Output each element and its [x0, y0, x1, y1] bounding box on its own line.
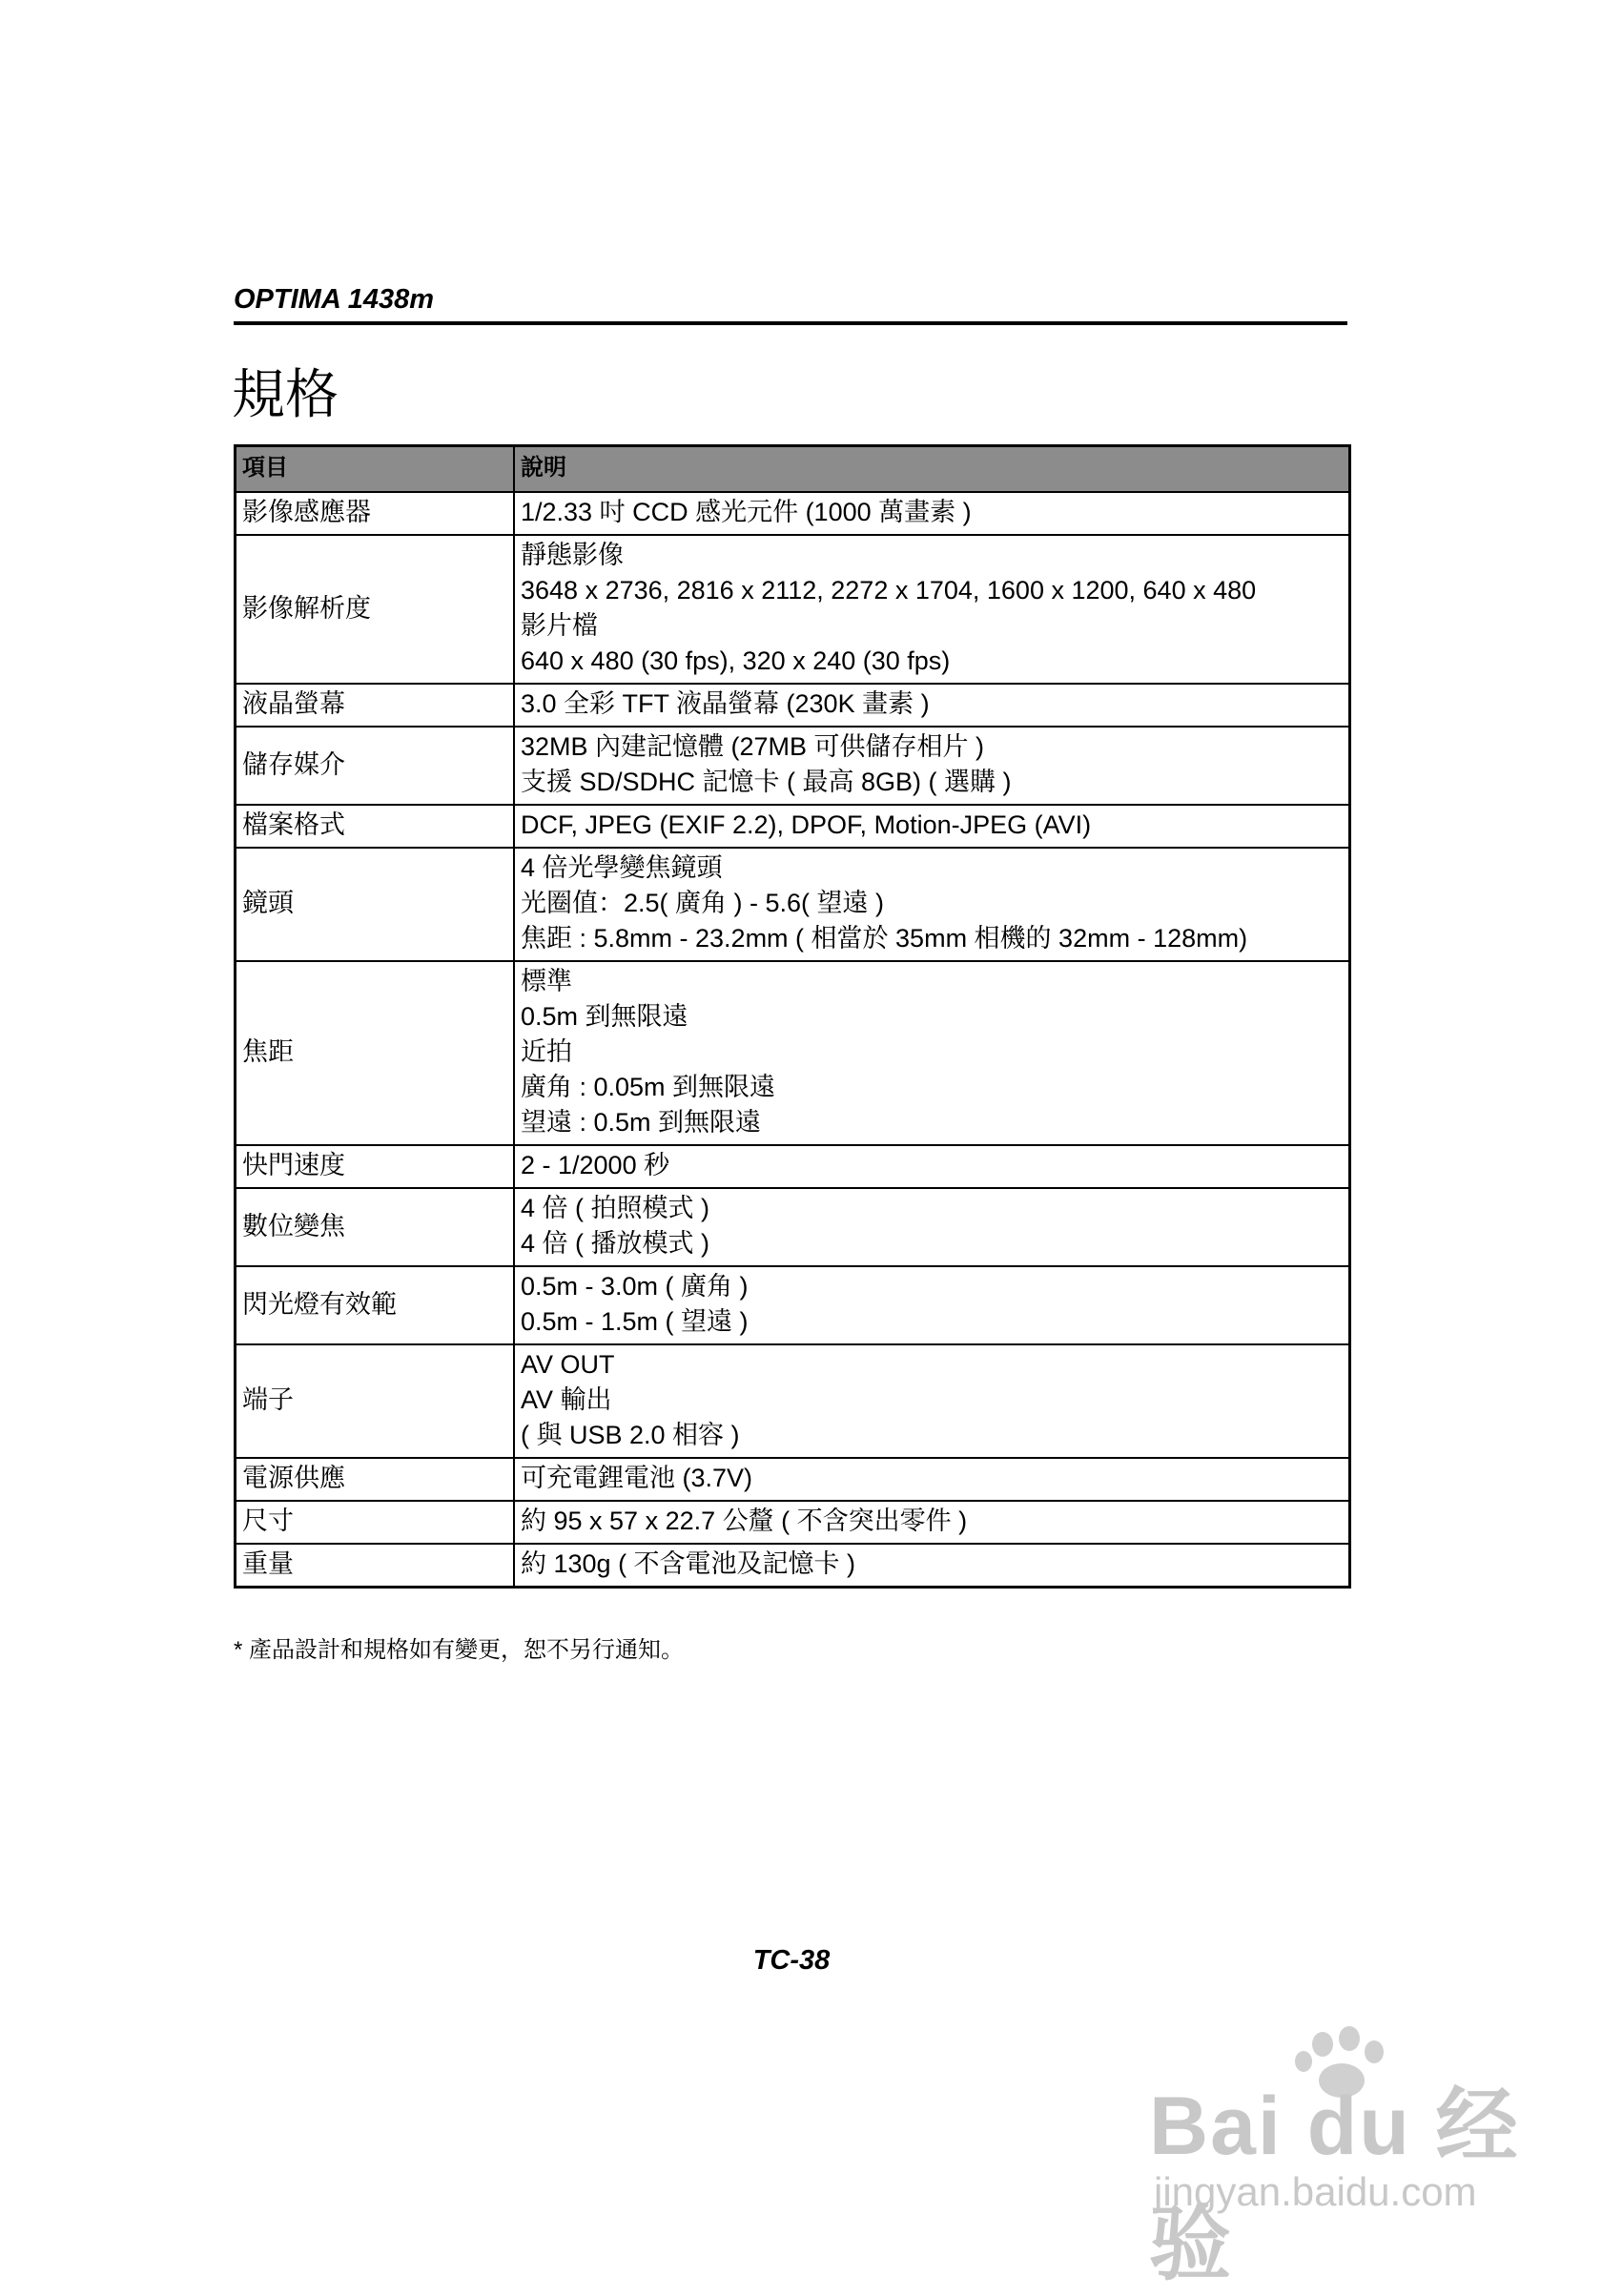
spec-item-label: 重量 [236, 1544, 515, 1588]
description-line: 0.5m 到無限遠 [521, 1002, 688, 1031]
spec-item-description [514, 961, 1350, 1145]
spec-item-label: 端子 [236, 1344, 515, 1458]
footnote: * 產品設計和規格如有變更，恕不另行通知。 [234, 1637, 685, 1663]
table-row [236, 848, 1350, 961]
description-line: 2 - 1/2000 秒 [521, 1151, 670, 1179]
spec-item-label: 液晶螢幕 [236, 684, 515, 727]
spec-item-label: 儲存媒介 [236, 727, 515, 805]
description-line: 光圈值：2.5( 廣角 ) - 5.6( 望遠 ) [521, 889, 885, 917]
spec-item-label: 檔案格式 [236, 805, 515, 848]
table-row [236, 961, 1350, 1145]
table-row [236, 1501, 1350, 1544]
description-line: 3.0 全彩 TFT 液晶螢幕 (230K 畫素 ) [521, 689, 930, 718]
spec-item-description [514, 535, 1350, 684]
spec-item-label: 閃光燈有效範 [236, 1266, 515, 1344]
description-line: AV 輸出 [521, 1385, 612, 1414]
description-line: 焦距 : 5.8mm - 23.2mm ( 相當於 35mm 相機的 32mm - 128mm) [521, 924, 1248, 953]
spec-item-description [514, 684, 1350, 727]
table-row [236, 535, 1350, 684]
spec-item-description [514, 727, 1350, 805]
table-header-item: 項目 [236, 446, 515, 493]
description-line: 廣角 : 0.05m 到無限遠 [521, 1073, 776, 1101]
watermark-brand: Bai du 经验 [1149, 2081, 1520, 2290]
description-line: 1/2.33 吋 CCD 感光元件 (1000 萬畫素 ) [521, 498, 972, 526]
description-line: 0.5m - 3.0m ( 廣角 ) [521, 1272, 749, 1301]
description-line: AV OUT [521, 1350, 615, 1379]
specifications-table [234, 444, 1351, 1589]
description-line: DCF, JPEG (EXIF 2.2), DPOF, Motion-JPEG (AVI) [521, 810, 1092, 839]
table-row [236, 492, 1350, 535]
spec-item-label: 影像感應器 [236, 492, 515, 535]
spec-item-label: 鏡頭 [236, 848, 515, 961]
description-line: 32MB 內建記憶體 (27MB 可供儲存相片 ) [521, 732, 985, 761]
description-line: 4 倍 ( 拍照模式 ) [521, 1194, 710, 1222]
spec-item-label: 尺寸 [236, 1501, 515, 1544]
table-row [236, 1188, 1350, 1266]
description-line: 約 95 x 57 x 22.7 公釐 ( 不含突出零件 ) [521, 1507, 968, 1535]
spec-item-description [514, 1458, 1350, 1501]
description-line: 0.5m - 1.5m ( 望遠 ) [521, 1307, 749, 1336]
spec-item-description [514, 848, 1350, 961]
description-line: 約 130g ( 不含電池及記憶卡 ) [521, 1549, 856, 1578]
page-title: 規格 [232, 364, 339, 426]
description-line: 近拍 [521, 1037, 572, 1066]
table-row [236, 805, 1350, 848]
watermark-url: jingyan.baidu.com [1154, 2169, 1477, 2214]
description-line: 支援 SD/SDHC 記憶卡 ( 最高 8GB) ( 選購 ) [521, 768, 1012, 796]
table-row [236, 1458, 1350, 1501]
description-line: 3648 x 2736, 2816 x 2112, 2272 x 1704, 1600 x 1200, 640 x 480 [521, 576, 1257, 605]
description-line: 4 倍 ( 播放模式 ) [521, 1229, 710, 1258]
page-number: TC-38 [752, 1945, 831, 1976]
header-divider [234, 321, 1347, 325]
spec-item-label: 影像解析度 [236, 535, 515, 684]
specifications-table-body [236, 492, 1350, 1588]
table-header-row [236, 446, 1350, 493]
spec-item-description [514, 492, 1350, 535]
table-row [236, 1266, 1350, 1344]
spec-item-label: 焦距 [236, 961, 515, 1145]
table-row [236, 727, 1350, 805]
table-row [236, 1544, 1350, 1588]
document-header-model: OPTIMA 1438m [234, 284, 435, 315]
spec-item-label: 快門速度 [236, 1145, 515, 1188]
spec-item-description [514, 1188, 1350, 1266]
table-row [236, 1344, 1350, 1458]
description-line: 可充電鋰電池 (3.7V) [521, 1464, 753, 1492]
spec-item-description [514, 805, 1350, 848]
description-line: 640 x 480 (30 fps), 320 x 240 (30 fps) [521, 646, 951, 675]
description-line: 望遠 : 0.5m 到無限遠 [521, 1108, 762, 1137]
description-line: 影片檔 [521, 611, 598, 640]
table-row [236, 1145, 1350, 1188]
spec-item-description [514, 1145, 1350, 1188]
baidu-jingyan-watermark [1149, 2060, 1530, 2290]
spec-item-description [514, 1544, 1350, 1588]
spec-item-label: 電源供應 [236, 1458, 515, 1501]
spec-item-description [514, 1344, 1350, 1458]
description-line: 標準 [521, 967, 572, 995]
table-row [236, 684, 1350, 727]
spec-item-description [514, 1501, 1350, 1544]
spec-item-description [514, 1266, 1350, 1344]
description-line: 4 倍光學變焦鏡頭 [521, 853, 723, 882]
description-line: ( 與 USB 2.0 相容 ) [521, 1421, 740, 1449]
table-header-description: 說明 [514, 446, 1350, 493]
spec-item-label: 數位變焦 [236, 1188, 515, 1266]
description-line: 靜態影像 [521, 541, 624, 569]
